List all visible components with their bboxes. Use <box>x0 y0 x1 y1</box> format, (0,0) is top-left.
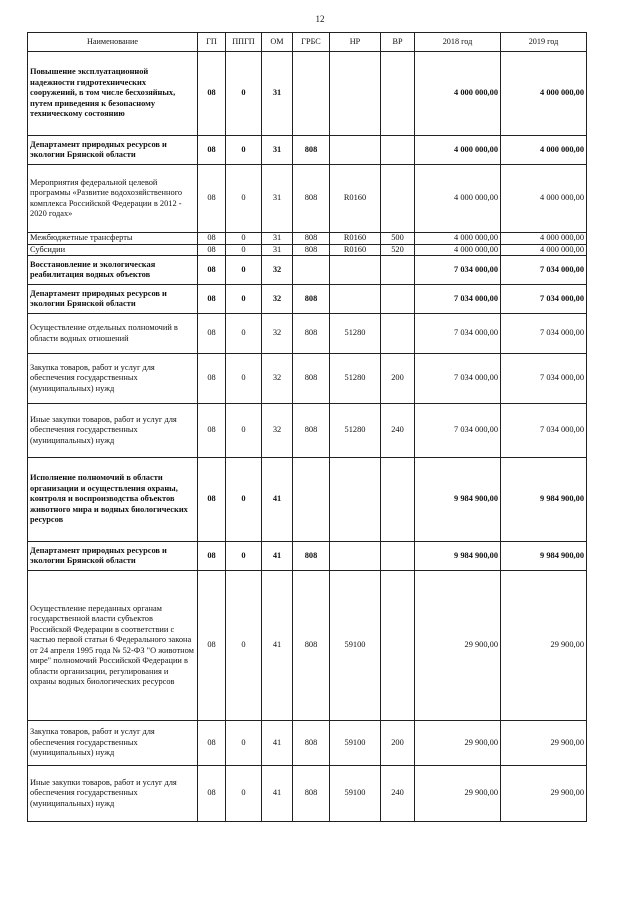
row-ppgp: 0 <box>226 542 262 571</box>
row-gp: 08 <box>198 314 226 354</box>
row-om: 32 <box>262 256 293 285</box>
row-gp: 08 <box>198 52 226 136</box>
row-om: 31 <box>262 233 293 245</box>
row-gp: 08 <box>198 721 226 766</box>
row-2019: 4 000 000,00 <box>501 52 587 136</box>
row-2019: 7 034 000,00 <box>501 256 587 285</box>
row-nr <box>330 256 381 285</box>
row-2018: 7 034 000,00 <box>415 404 501 458</box>
row-grbs: 808 <box>293 354 330 404</box>
row-vr <box>381 314 415 354</box>
row-2018: 29 900,00 <box>415 571 501 721</box>
row-gp: 08 <box>198 542 226 571</box>
row-ppgp: 0 <box>226 136 262 165</box>
row-2018: 29 900,00 <box>415 766 501 822</box>
row-vr <box>381 52 415 136</box>
row-2019: 9 984 900,00 <box>501 458 587 542</box>
row-grbs: 808 <box>293 314 330 354</box>
row-2018: 4 000 000,00 <box>415 244 501 256</box>
row-nr: R0160 <box>330 165 381 233</box>
row-om: 31 <box>262 136 293 165</box>
row-2018: 9 984 900,00 <box>415 542 501 571</box>
row-om: 41 <box>262 542 293 571</box>
row-grbs: 808 <box>293 285 330 314</box>
table-row <box>28 233 587 245</box>
row-2019: 29 900,00 <box>501 721 587 766</box>
row-name: Департамент природных ресурсов и экологии Брянской области <box>28 285 198 314</box>
row-vr <box>381 285 415 314</box>
row-ppgp: 0 <box>226 766 262 822</box>
row-om: 41 <box>262 458 293 542</box>
row-om: 31 <box>262 52 293 136</box>
row-nr <box>330 136 381 165</box>
table-row <box>28 354 587 404</box>
row-2019: 7 034 000,00 <box>501 354 587 404</box>
row-nr <box>330 285 381 314</box>
col-header-2019: 2019 год <box>501 33 587 52</box>
row-gp: 08 <box>198 233 226 245</box>
row-nr <box>330 52 381 136</box>
row-grbs: 808 <box>293 244 330 256</box>
row-2018: 4 000 000,00 <box>415 165 501 233</box>
row-vr: 240 <box>381 766 415 822</box>
row-grbs <box>293 458 330 542</box>
row-2018: 7 034 000,00 <box>415 285 501 314</box>
table-row <box>28 285 587 314</box>
row-2019: 7 034 000,00 <box>501 404 587 458</box>
page-number: 12 <box>315 14 325 24</box>
row-name: Мероприятия федеральной целевой программы «Развитие водохозяйственного комплекса Российской Федерации в 2012 - 2020 годах» <box>28 165 198 233</box>
row-ppgp: 0 <box>226 52 262 136</box>
row-nr: 51280 <box>330 404 381 458</box>
row-2019: 4 000 000,00 <box>501 136 587 165</box>
row-2018: 4 000 000,00 <box>415 52 501 136</box>
row-om: 41 <box>262 721 293 766</box>
row-vr <box>381 165 415 233</box>
row-gp: 08 <box>198 136 226 165</box>
col-header-name: Наименование <box>28 33 198 52</box>
row-ppgp: 0 <box>226 165 262 233</box>
table-row <box>28 542 587 571</box>
row-grbs: 808 <box>293 571 330 721</box>
col-header-gp: ГП <box>198 33 226 52</box>
row-nr <box>330 542 381 571</box>
row-name: Субсидии <box>28 244 198 256</box>
row-vr <box>381 256 415 285</box>
table-row <box>28 165 587 233</box>
row-2019: 4 000 000,00 <box>501 244 587 256</box>
row-ppgp: 0 <box>226 244 262 256</box>
row-grbs: 808 <box>293 165 330 233</box>
row-2019: 4 000 000,00 <box>501 165 587 233</box>
table-row <box>28 721 587 766</box>
row-gp: 08 <box>198 458 226 542</box>
row-grbs: 808 <box>293 766 330 822</box>
row-ppgp: 0 <box>226 404 262 458</box>
row-2018: 9 984 900,00 <box>415 458 501 542</box>
row-grbs: 808 <box>293 721 330 766</box>
row-ppgp: 0 <box>226 285 262 314</box>
row-nr: R0160 <box>330 233 381 245</box>
row-2019: 7 034 000,00 <box>501 314 587 354</box>
row-name: Иные закупки товаров, работ и услуг для обеспечения государственных (муниципальных) нужд <box>28 766 198 822</box>
row-vr: 500 <box>381 233 415 245</box>
row-grbs <box>293 52 330 136</box>
row-nr: 51280 <box>330 354 381 404</box>
budget-table <box>27 32 587 822</box>
row-name: Осуществление переданных органам государственной власти субъектов Российской Федерации в соответствии с частью первой статьи 6 Федерального закона от 24 апреля 1995 года № 52-ФЗ "О животном мире" полномочий Российской Федерации в области организации, регулирования и охраны водных биологических ресурсов <box>28 571 198 721</box>
table-row <box>28 52 587 136</box>
row-name: Межбюджетные трансферты <box>28 233 198 245</box>
row-om: 31 <box>262 244 293 256</box>
row-ppgp: 0 <box>226 233 262 245</box>
table-row <box>28 136 587 165</box>
row-vr: 200 <box>381 354 415 404</box>
row-2019: 7 034 000,00 <box>501 285 587 314</box>
row-ppgp: 0 <box>226 571 262 721</box>
table-row <box>28 458 587 542</box>
row-om: 32 <box>262 404 293 458</box>
row-name: Иные закупки товаров, работ и услуг для обеспечения государственных (муниципальных) нужд <box>28 404 198 458</box>
col-header-nr: НР <box>330 33 381 52</box>
row-name: Повышение эксплуатационной надежности гидротехнических сооружений, в том числе бесхозяйных, путем приведения к безопасному техническому состоянию <box>28 52 198 136</box>
row-vr <box>381 136 415 165</box>
row-om: 32 <box>262 314 293 354</box>
row-grbs: 808 <box>293 136 330 165</box>
row-2018: 7 034 000,00 <box>415 256 501 285</box>
row-ppgp: 0 <box>226 314 262 354</box>
col-header-vr: ВР <box>381 33 415 52</box>
row-2019: 4 000 000,00 <box>501 233 587 245</box>
row-nr: 59100 <box>330 571 381 721</box>
row-name: Исполнение полномочий в области организации и осуществления охраны, контроля и воспроизводства объектов животного мира и водных биологических ресурсов <box>28 458 198 542</box>
row-gp: 08 <box>198 244 226 256</box>
row-om: 31 <box>262 165 293 233</box>
table-row <box>28 244 587 256</box>
row-gp: 08 <box>198 766 226 822</box>
row-vr: 200 <box>381 721 415 766</box>
row-2018: 7 034 000,00 <box>415 354 501 404</box>
row-grbs: 808 <box>293 233 330 245</box>
row-2019: 9 984 900,00 <box>501 542 587 571</box>
table-header-row <box>28 33 587 52</box>
row-2018: 7 034 000,00 <box>415 314 501 354</box>
row-name: Департамент природных ресурсов и экологии Брянской области <box>28 136 198 165</box>
row-vr: 240 <box>381 404 415 458</box>
row-2019: 29 900,00 <box>501 571 587 721</box>
row-gp: 08 <box>198 285 226 314</box>
col-header-ppgp: ППГП <box>226 33 262 52</box>
row-vr <box>381 571 415 721</box>
row-nr: 59100 <box>330 721 381 766</box>
row-grbs: 808 <box>293 542 330 571</box>
row-ppgp: 0 <box>226 354 262 404</box>
row-gp: 08 <box>198 256 226 285</box>
row-om: 32 <box>262 354 293 404</box>
table-row <box>28 256 587 285</box>
col-header-2018: 2018 год <box>415 33 501 52</box>
row-ppgp: 0 <box>226 458 262 542</box>
row-grbs: 808 <box>293 404 330 458</box>
row-gp: 08 <box>198 165 226 233</box>
row-2018: 4 000 000,00 <box>415 233 501 245</box>
table-row <box>28 571 587 721</box>
row-om: 41 <box>262 571 293 721</box>
row-2018: 4 000 000,00 <box>415 136 501 165</box>
row-nr <box>330 458 381 542</box>
row-gp: 08 <box>198 354 226 404</box>
row-om: 32 <box>262 285 293 314</box>
row-2018: 29 900,00 <box>415 721 501 766</box>
row-ppgp: 0 <box>226 256 262 285</box>
row-vr: 520 <box>381 244 415 256</box>
row-name: Закупка товаров, работ и услуг для обеспечения государственных (муниципальных) нужд <box>28 354 198 404</box>
row-vr <box>381 542 415 571</box>
row-nr: 51280 <box>330 314 381 354</box>
row-name: Закупка товаров, работ и услуг для обеспечения государственных (муниципальных) нужд <box>28 721 198 766</box>
row-ppgp: 0 <box>226 721 262 766</box>
row-name: Восстановление и экологическая реабилитация водных объектов <box>28 256 198 285</box>
table-row <box>28 404 587 458</box>
row-gp: 08 <box>198 404 226 458</box>
row-nr: R0160 <box>330 244 381 256</box>
col-header-grbs: ГРБС <box>293 33 330 52</box>
row-om: 41 <box>262 766 293 822</box>
row-grbs <box>293 256 330 285</box>
row-vr <box>381 458 415 542</box>
col-header-om: ОМ <box>262 33 293 52</box>
row-gp: 08 <box>198 571 226 721</box>
row-name: Осуществление отдельных полномочий в области водных отношений <box>28 314 198 354</box>
row-name: Департамент природных ресурсов и экологии Брянской области <box>28 542 198 571</box>
row-nr: 59100 <box>330 766 381 822</box>
table-row <box>28 314 587 354</box>
row-2019: 29 900,00 <box>501 766 587 822</box>
table-row <box>28 766 587 822</box>
